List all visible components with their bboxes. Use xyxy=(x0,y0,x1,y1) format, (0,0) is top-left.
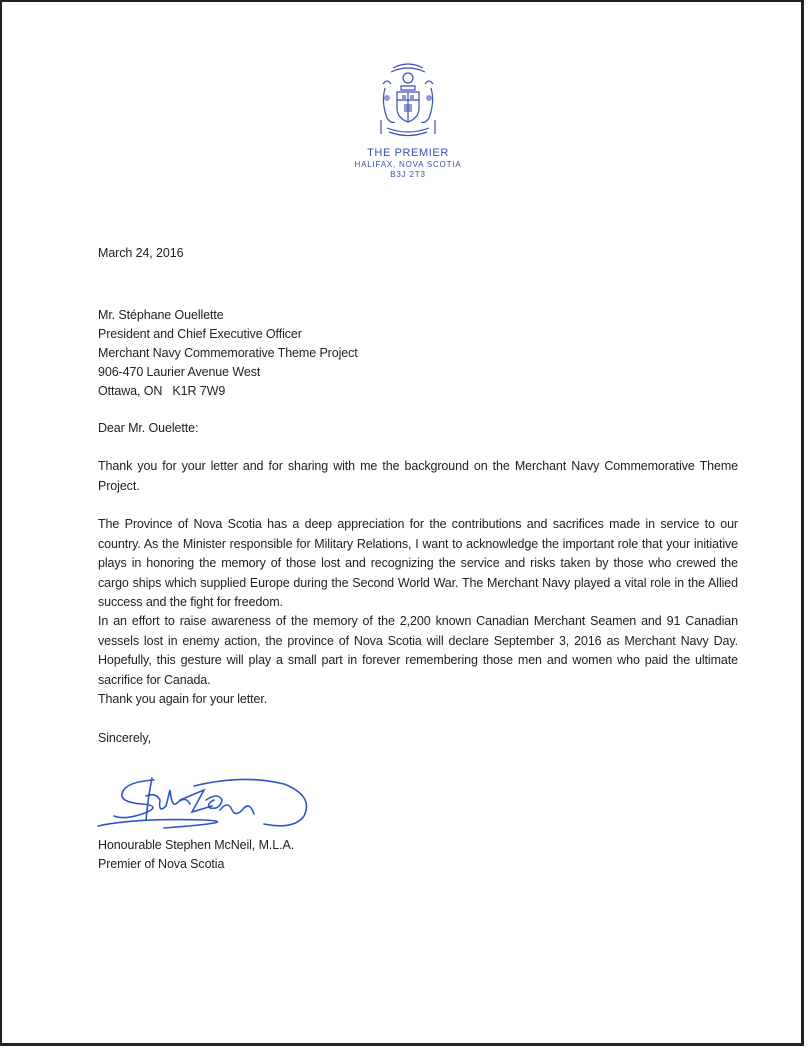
body-paragraph-3: In an effort to raise awareness of the memory of the 2,200 known Canadian Merchant Seamen and 91 Canadian vessels lost in enemy action, the province of Nova Scotia will declare September 3, 2016 as Merchant Navy Day. Hopefully, this gesture will play a small part in forever remembering those men and women who paid the ultimate sacrifice for Canada. xyxy=(98,614,738,687)
recipient-organization: Merchant Navy Commemorative Theme Project xyxy=(98,346,358,360)
closing: Sincerely, xyxy=(98,731,151,745)
coat-of-arms-icon xyxy=(375,58,441,142)
recipient-street: 906-470 Laurier Avenue West xyxy=(98,365,261,379)
recipient-name: Mr. Stéphane Ouellette xyxy=(98,308,224,322)
letterhead-city: HALIFAX, NOVA SCOTIA xyxy=(354,160,462,169)
signatory-title: Premier of Nova Scotia xyxy=(98,857,225,871)
salutation: Dear Mr. Ouelette: xyxy=(98,421,199,435)
recipient-address xyxy=(98,306,358,401)
signature-block xyxy=(98,836,294,874)
letterhead-postal-code: B3J 2T3 xyxy=(390,170,426,179)
signature-icon xyxy=(94,770,324,840)
body-paragraph-1: Thank you for your letter and for sharing with me the background on the Merchant Navy Commemorative Theme Project. xyxy=(98,459,738,493)
recipient-city-line: Ottawa, ON K1R 7W9 xyxy=(98,384,226,398)
letter-date: March 24, 2016 xyxy=(98,246,184,260)
body-paragraph-2: The Province of Nova Scotia has a deep appreciation for the contributions and sacrifices made in service to our country. As the Minister responsible for Military Relations, I want to acknowledge the important role that your initiative plays in honoring the memory of those lost and recognizing the service and risks taken by those who crewed the cargo ships which supplied Europe during the Second World War. The Merchant Navy played a vital role in the Allied success and the fight for freedom. xyxy=(98,517,738,610)
recipient-title: President and Chief Executive Officer xyxy=(98,327,302,341)
letterhead-title: THE PREMIER xyxy=(367,147,449,159)
signatory-name: Honourable Stephen McNeil, M.L.A. xyxy=(98,838,295,852)
body-paragraph-4: Thank you again for your letter. xyxy=(98,692,268,706)
